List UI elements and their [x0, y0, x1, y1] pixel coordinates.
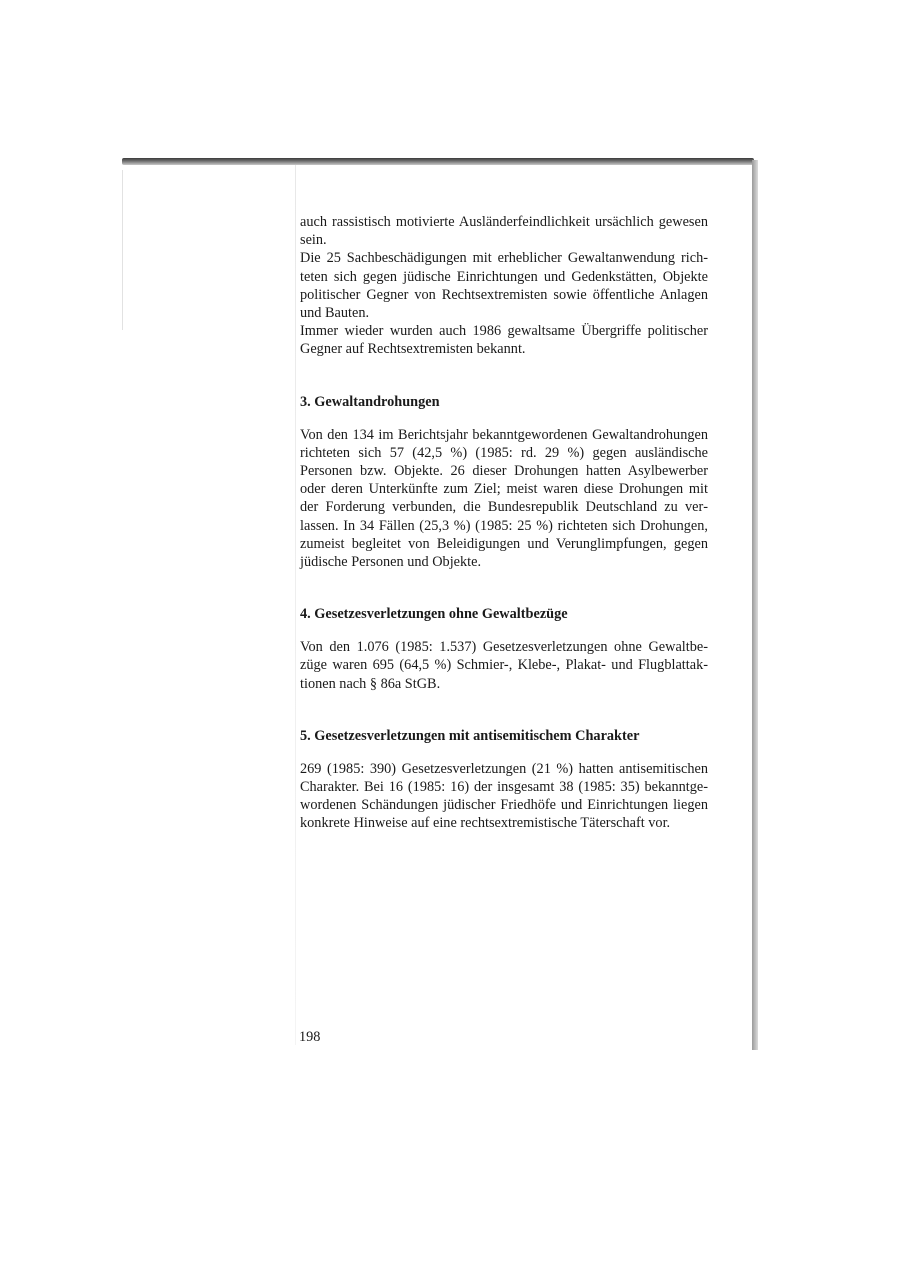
- scan-edge-left: [122, 170, 123, 330]
- section-body-3: Von den 134 im Berichtsjahr bekanntgewordenen Gewaltandrohungen richteten sich 57 (42,5 %) (1985: rd. 29 %) gegen ausländische Personen bzw. Objekte. 26 dieser Drohungen hatten Asylbewerber oder deren Unterkünfte zum Ziel; meist waren diese Drohungen mit der Forderung verbunden, die Bundesrepublik Deutschland zu verlassen. In 34 Fällen (25,3 %) (1985: 25 %) richteten sich Drohungen, zumeist begleitet von Beleidigungen und Verunglimpfungen, gegen jüdische Personen und Objekte.: [300, 426, 708, 571]
- scan-fold-line: [295, 165, 296, 1045]
- text-column: [300, 213, 708, 833]
- spacer: [300, 411, 708, 426]
- scan-shadow-right: [752, 160, 758, 1050]
- spacer: [300, 745, 708, 760]
- section-body-5: 269 (1985: 390) Gesetzesverletzungen (21 %) hatten antisemitischen Charakter. Bei 16 (1985: 16) der insgesamt 38 (1985: 35) bekanntgewordenen Schändungen jüdischer Friedhöfe und Einrichtungen liegen konkrete Hinweise auf eine rechtsextremistische Täterschaft vor.: [300, 760, 708, 832]
- page-number: 198: [299, 1029, 321, 1045]
- section-heading-3: 3. Gewaltandrohungen: [300, 393, 440, 410]
- intro-paragraph-3: Immer wieder wurden auch 1986 gewaltsame Übergriffe politischer Gegner auf Rechtsextremisten bekannt.: [300, 323, 708, 358]
- spacer: [300, 623, 708, 638]
- intro-paragraph-2: Die 25 Sachbeschädigungen mit erheblicher Gewaltanwendung richteten sich gegen jüdische Einrichtungen und Gedenkstätten, Objekte politischer Gegner von Rechtsextremisten sowie öffentliche Anlagen und Bauten.: [300, 250, 708, 322]
- spacer: [300, 693, 708, 727]
- section-heading-4: 4. Gesetzesverletzungen ohne Gewaltbezüge: [300, 606, 568, 623]
- spacer: [300, 359, 708, 393]
- section-heading-5: 5. Gesetzesverletzungen mit antisemitischem Charakter: [300, 727, 640, 744]
- scan-shadow-top: [122, 158, 754, 165]
- section-body-4: Von den 1.076 (1985: 1.537) Gesetzesverletzungen ohne Gewaltbezüge waren 695 (64,5 %) Schmier-, Klebe-, Plakat- und Flugblattaktionen nach § 86a StGB.: [300, 639, 708, 692]
- spacer: [300, 571, 708, 605]
- intro-paragraph-1: auch rassistisch motivierte Ausländerfeindlichkeit ursächlich gewesen sein.: [300, 214, 708, 249]
